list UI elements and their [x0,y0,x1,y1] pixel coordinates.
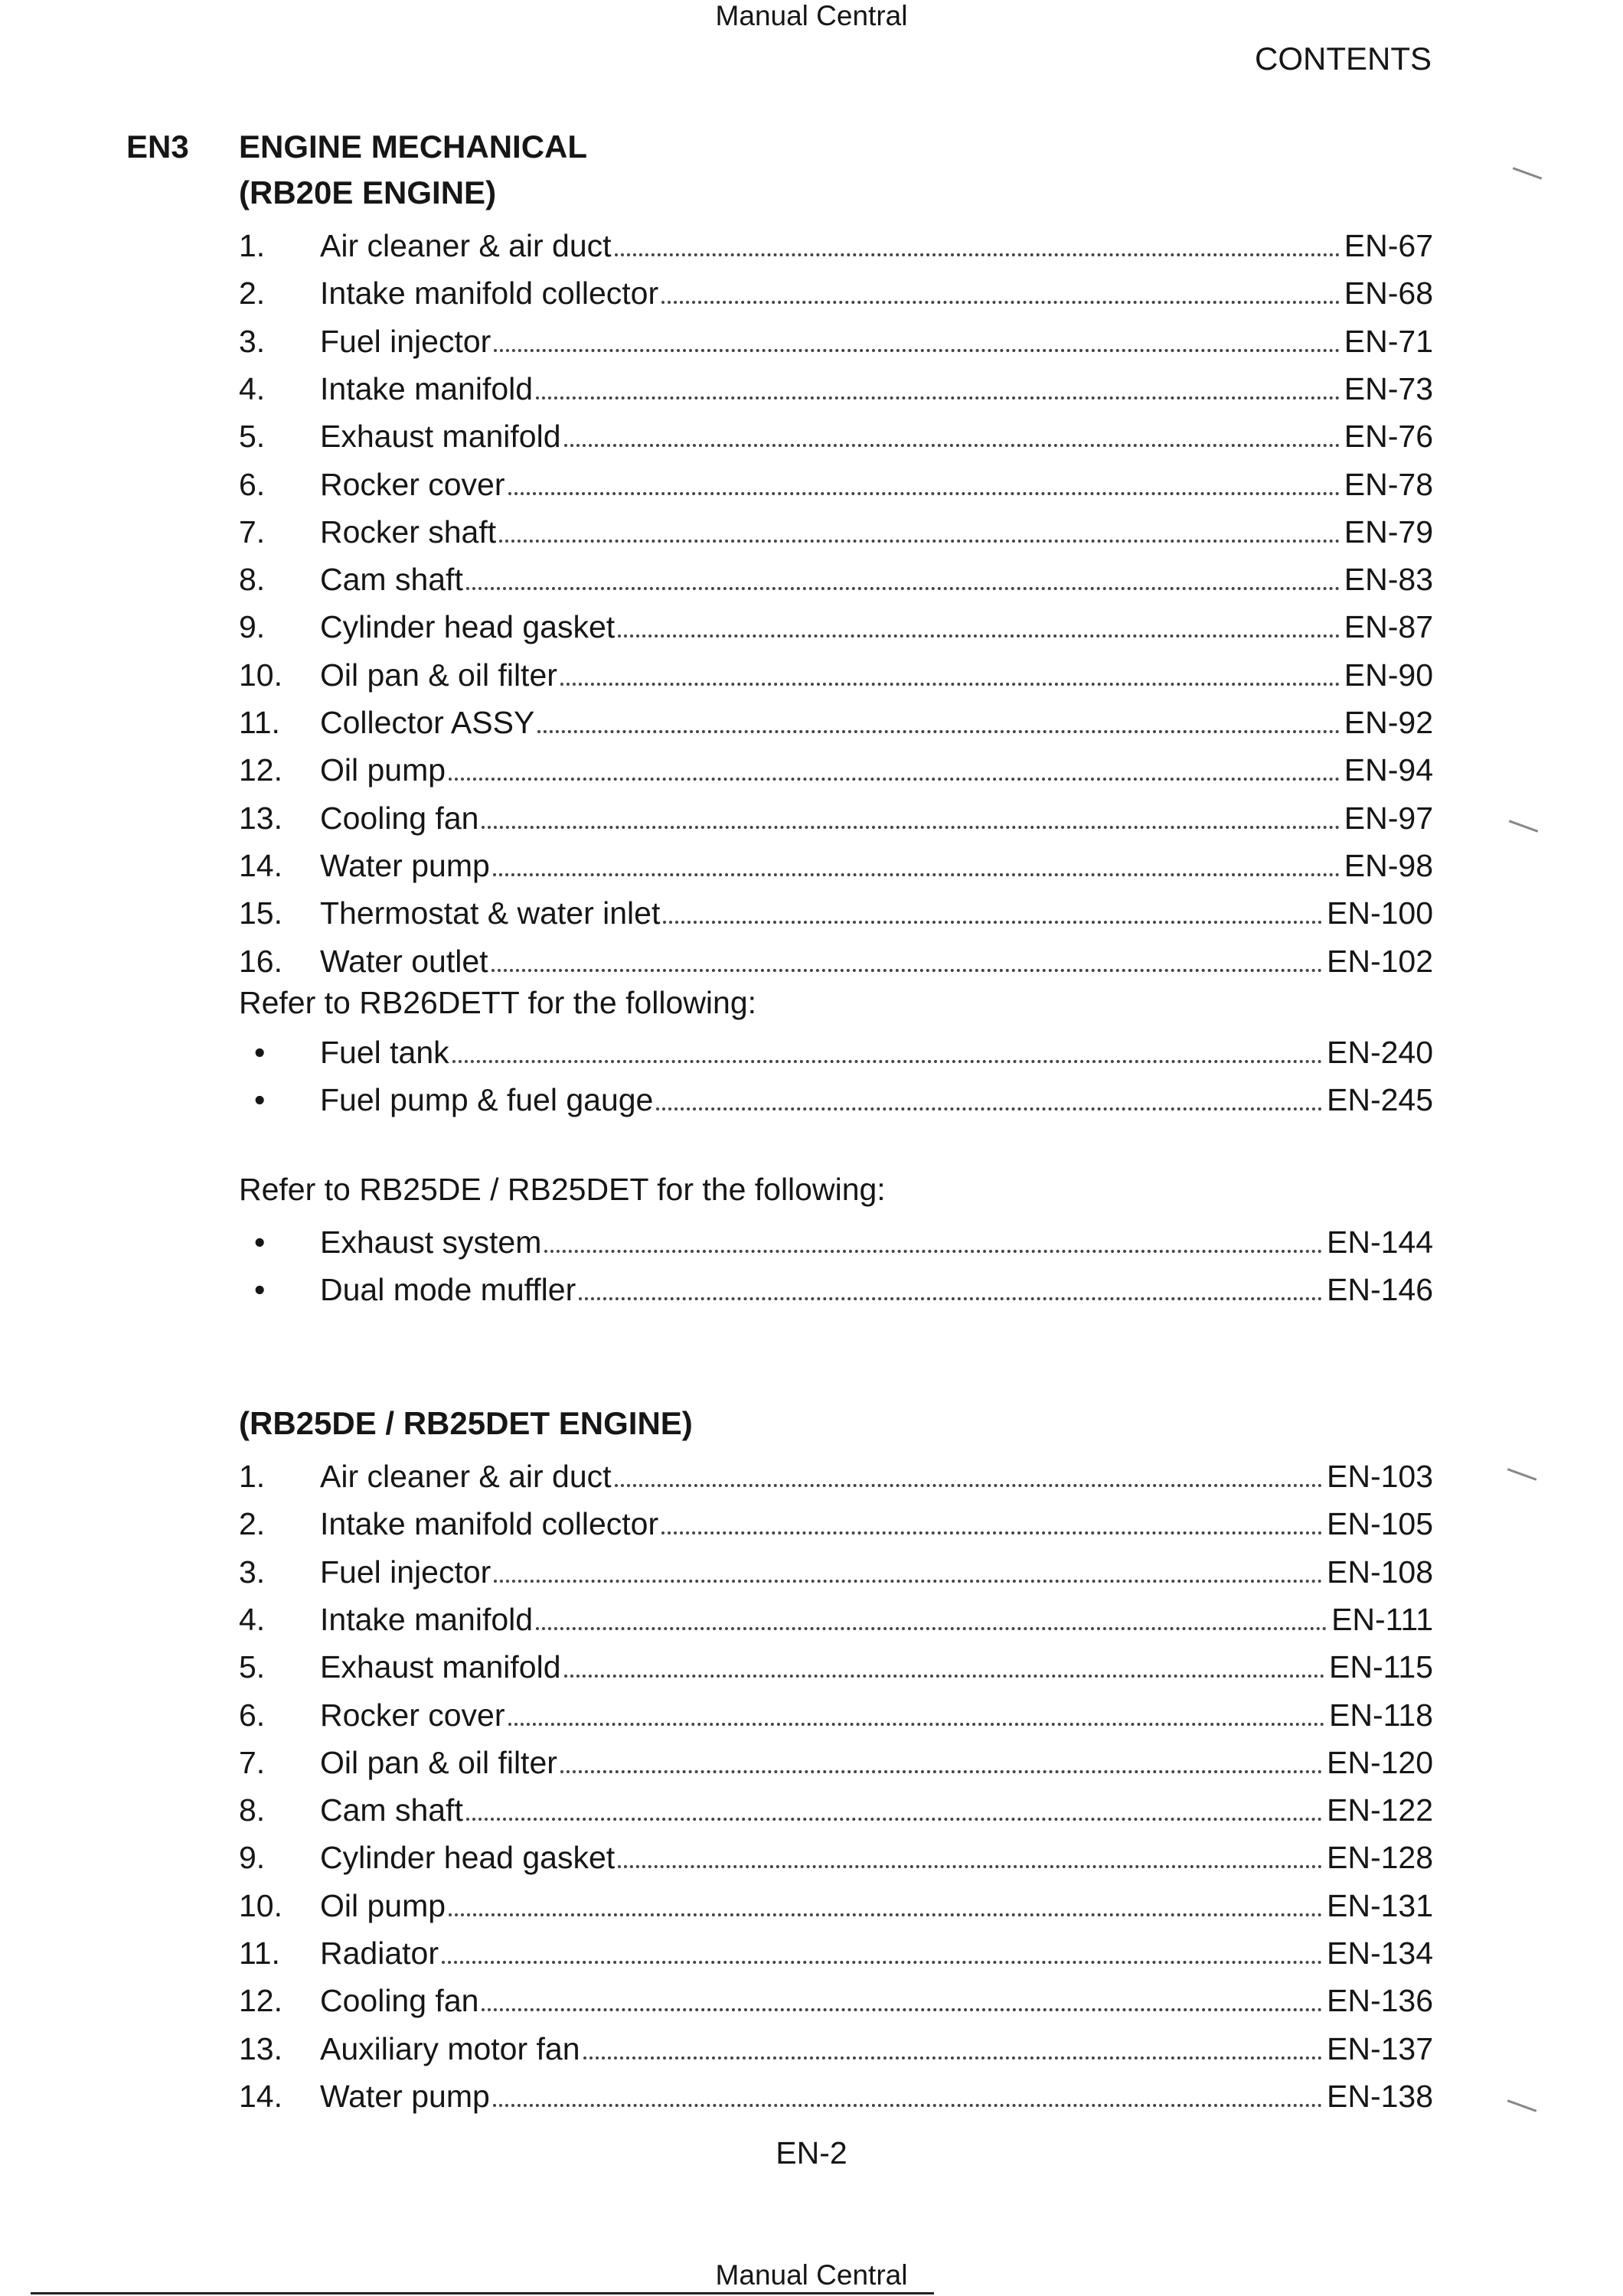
toc-item-title: Oil pan & oil filter [320,1744,557,1780]
toc-item-number: 13. [239,2030,282,2066]
refer-rb25-note: Refer to RB25DE / RB25DET for the following: [239,1172,886,1207]
toc-row [239,1453,1433,1500]
toc-item-title: Auxiliary motor fan [320,2030,580,2066]
rb20e-heading: (RB20E ENGINE) [239,174,497,210]
toc-dot-leader [656,1107,1322,1110]
toc-item-number: 7. [239,1744,266,1780]
toc-item-title: Cooling fan [320,800,479,836]
toc-item-title: Thermostat & water inlet [320,895,661,931]
toc-item-title: Water pump [320,2078,490,2114]
toc-item-number: 4. [239,1601,266,1637]
toc-item-title: Radiator [320,1936,439,1971]
toc-row [239,461,1433,508]
toc-item-page: EN-98 [1344,847,1433,883]
toc-item-title: Rocker cover [320,466,505,502]
toc-item-page: EN-120 [1326,1744,1433,1780]
toc-item-title: Cylinder head gasket [320,609,616,645]
toc-item-title: Exhaust manifold [320,419,561,455]
toc-row [239,318,1433,365]
toc-item-title: Fuel pump & fuel gauge [320,1082,654,1117]
toc-dot-leader [560,1770,1322,1773]
toc-item-page: EN-68 [1344,276,1433,311]
toc-dot-leader [564,444,1340,447]
toc-dot-leader [499,540,1340,543]
toc-item-title: Fuel injector [320,323,491,359]
toc-row [239,222,1433,269]
toc-item-number: 9. [239,609,266,645]
toc-row-bullet [239,1218,1433,1266]
contents-title: CONTENTS [1255,41,1432,77]
toc-item-page: EN-97 [1344,800,1433,836]
toc-row [239,889,1433,937]
toc-item-page: EN-71 [1344,323,1433,359]
toc-item-page: EN-122 [1326,1792,1433,1828]
toc-dot-leader [482,826,1339,829]
toc-dot-leader [579,1297,1322,1300]
toc-item-title: Fuel tank [320,1035,449,1070]
toc-item-number: 7. [239,514,266,550]
toc-item-title: Rocker cover [320,1697,505,1733]
toc-row [239,1739,1433,1786]
toc-item-title: Cam shaft [320,562,463,598]
toc-item-number: 14. [239,2078,282,2114]
toc-row [239,2025,1433,2073]
toc-dot-leader [536,396,1340,400]
toc-row [239,1548,1433,1596]
rb25-heading: (RB25DE / RB25DET ENGINE) [239,1405,693,1441]
header-brand: Manual Central [715,0,908,31]
toc-item-page: EN-146 [1326,1272,1433,1307]
toc-row [239,508,1433,556]
toc-dot-leader [466,587,1340,590]
toc-item-number: 5. [239,1649,266,1685]
toc-bullet: • [254,1225,266,1260]
toc-item-number: 4. [239,370,266,406]
toc-dot-leader [466,1818,1322,1821]
toc-dot-leader [564,1675,1325,1678]
toc-dot-leader [508,1723,1325,1726]
toc-dot-leader [661,301,1340,304]
toc-item-title: Intake manifold collector [320,1506,659,1542]
toc-row [239,1834,1433,1881]
toc-item-page: EN-76 [1344,419,1433,455]
footer-brand: Manual Central [715,2259,908,2291]
toc-row [239,746,1433,794]
toc-item-title: Water pump [320,847,490,883]
toc-item-number: 10. [239,657,282,693]
toc-item-page: EN-108 [1326,1554,1433,1590]
toc-item-title: Intake manifold [320,370,534,406]
toc-item-number: 2. [239,1506,266,1542]
toc-dot-leader [482,2008,1322,2011]
toc-item-page: EN-103 [1326,1459,1433,1494]
toc-row [239,365,1433,413]
toc-row [239,556,1433,603]
toc-item-title: Oil pump [320,752,446,788]
toc-item-page: EN-240 [1326,1035,1433,1070]
toc-item-page: EN-138 [1326,2078,1433,2114]
toc-row-bullet [239,1029,1433,1076]
toc-row [239,1643,1433,1691]
toc-item-title: Oil pump [320,1887,446,1923]
toc-item-title: Oil pan & oil filter [320,657,557,693]
scan-mark [1507,1468,1537,1481]
toc-row [239,413,1433,460]
toc-item-number: 1. [239,1459,266,1494]
toc-item-number: 12. [239,1983,282,2019]
toc-item-page: EN-115 [1329,1649,1433,1685]
toc-item-title: Cooling fan [320,1983,479,2019]
toc-item-title: Exhaust manifold [320,1649,561,1685]
toc-item-number: 3. [239,1554,266,1590]
toc-row [239,1691,1433,1739]
toc-item-page: EN-111 [1331,1601,1433,1637]
toc-item-number: 11. [239,705,280,740]
toc-item-page: EN-100 [1326,895,1433,931]
toc-row [239,1786,1433,1834]
toc-item-page: EN-79 [1344,514,1433,550]
scan-mark [1507,2099,1537,2112]
toc-dot-leader [618,634,1340,638]
toc-item-page: EN-245 [1326,1082,1433,1117]
toc-item-title: Fuel injector [320,1554,491,1590]
toc-item-number: 15. [239,895,282,931]
toc-item-number: 5. [239,419,266,455]
toc-dot-leader [583,2056,1322,2060]
toc-row [239,1500,1433,1548]
toc-item-number: 12. [239,752,282,788]
toc-item-page: EN-67 [1344,228,1433,263]
toc-item-title: Dual mode muffler [320,1272,576,1307]
toc-dot-leader [544,1250,1322,1253]
toc-item-number: 6. [239,466,266,502]
toc-row [239,2073,1433,2120]
footer-rule [31,2292,934,2294]
scan-mark [1509,820,1539,833]
toc-item-number: 2. [239,276,266,311]
toc-item-number: 14. [239,847,282,883]
toc-dot-leader [537,730,1339,733]
toc-dot-leader [618,1865,1322,1868]
toc-item-title: Water outlet [320,943,488,979]
toc-dot-leader [615,1484,1322,1487]
toc-row [239,1882,1433,1929]
toc-dot-leader [615,253,1340,256]
toc-item-page: EN-90 [1344,657,1433,693]
toc-item-title: Air cleaner & air duct [320,1459,612,1494]
toc-row [239,794,1433,842]
toc-item-page: EN-102 [1326,943,1433,979]
toc-item-number: 13. [239,800,282,836]
toc-item-page: EN-73 [1344,370,1433,406]
section-code: EN3 [126,129,189,165]
toc-row [239,938,1433,985]
toc-dot-leader [452,1060,1322,1063]
toc-item-number: 6. [239,1697,266,1733]
toc-item-page: EN-87 [1344,609,1433,645]
toc-dot-leader [449,778,1340,781]
toc-row [239,1977,1433,2024]
toc-dot-leader [491,969,1322,972]
toc-dot-leader [661,1531,1322,1534]
refer-rb26dett-note: Refer to RB26DETT for the following: [239,985,757,1020]
toc-item-number: 1. [239,228,266,263]
toc-item-page: EN-128 [1326,1840,1433,1876]
toc-item-title: Intake manifold collector [320,276,659,311]
toc-dot-leader [560,683,1340,686]
toc-item-number: 8. [239,562,266,598]
toc-row [239,699,1433,746]
toc-row [239,1929,1433,1977]
toc-item-title: Collector ASSY [320,705,535,740]
toc-item-number: 8. [239,1792,266,1828]
toc-item-page: EN-83 [1344,562,1433,598]
toc-item-title: Intake manifold [320,1601,534,1637]
toc-item-page: EN-131 [1326,1887,1433,1923]
toc-item-title: Rocker shaft [320,514,497,550]
toc-item-number: 10. [239,1887,282,1923]
toc-dot-leader [494,349,1339,352]
toc-item-number: 3. [239,323,266,359]
toc-item-title: Exhaust system [320,1225,542,1260]
toc-item-page: EN-92 [1344,705,1433,740]
toc-item-title: Air cleaner & air duct [320,228,612,263]
toc-dot-leader [536,1627,1327,1630]
toc-item-page: EN-134 [1326,1936,1433,1971]
toc-item-page: EN-136 [1326,1983,1433,2019]
toc-bullet: • [254,1035,266,1070]
toc-dot-leader [493,2104,1322,2107]
toc-item-title: Cylinder head gasket [320,1840,616,1876]
toc-dot-leader [442,1961,1322,1964]
toc-item-title: Cam shaft [320,1792,463,1828]
toc-dot-leader [494,1580,1322,1583]
toc-item-page: EN-144 [1326,1225,1433,1260]
toc-dot-leader [449,1913,1322,1916]
toc-item-page: EN-105 [1326,1506,1433,1542]
section-title: ENGINE MECHANICAL [239,129,588,165]
toc-dot-leader [508,492,1340,495]
page-number: EN-2 [776,2135,847,2170]
toc-row [239,1596,1433,1643]
toc-row [239,651,1433,699]
toc-item-page: EN-118 [1329,1697,1433,1733]
toc-row [239,603,1433,651]
toc-row-bullet [239,1076,1433,1124]
toc-row [239,269,1433,317]
toc-bullet: • [254,1082,266,1117]
toc-item-page: EN-137 [1326,2030,1433,2066]
toc-bullet: • [254,1272,266,1307]
toc-item-page: EN-78 [1344,466,1433,502]
toc-item-number: 11. [239,1936,280,1971]
toc-dot-leader [663,921,1322,924]
toc-dot-leader [493,873,1340,876]
toc-item-number: 16. [239,943,282,979]
scan-mark [1513,167,1543,179]
toc-row-bullet [239,1266,1433,1313]
toc-row [239,842,1433,889]
toc-item-page: EN-94 [1344,752,1433,788]
toc-item-number: 9. [239,1840,266,1876]
